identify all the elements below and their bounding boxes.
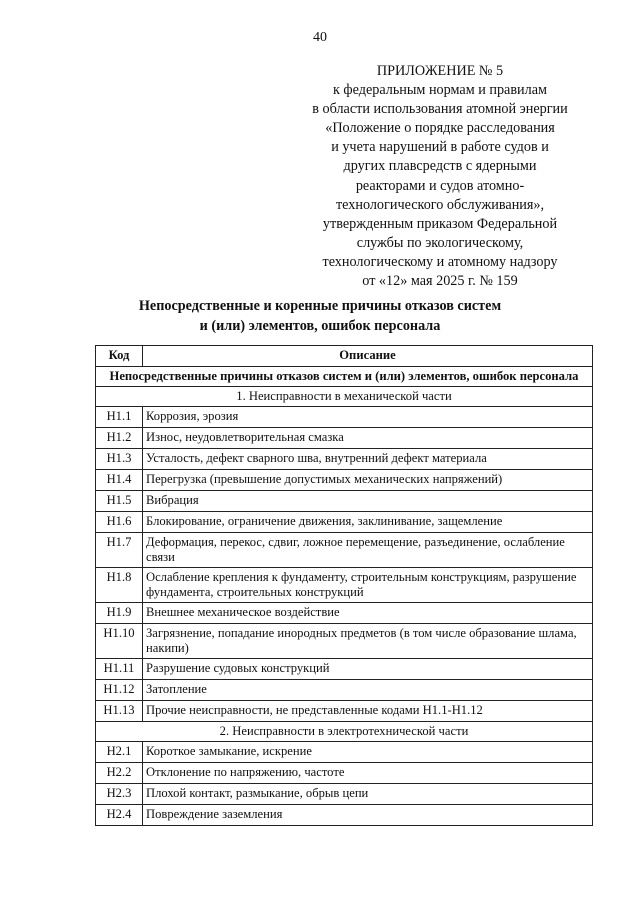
table-row [96, 428, 593, 449]
appendix-header [290, 62, 590, 291]
table-row [96, 805, 593, 826]
table-row [96, 784, 593, 805]
row-description: Отклонение по напряжению, частоте [143, 763, 593, 784]
row-code: Н1.8 [96, 568, 143, 603]
appendix-line: «Положение о порядке расследования [325, 120, 555, 137]
column-header-description: Описание [143, 346, 593, 367]
row-code: Н2.3 [96, 784, 143, 805]
appendix-line: ПРИЛОЖЕНИЕ № 5 [376, 63, 504, 79]
appendix-line: технологическому и атомному надзору [322, 253, 558, 270]
page-number: 40 [313, 30, 327, 45]
table-row [96, 659, 593, 680]
group-header-row [96, 387, 593, 407]
row-description: Загрязнение, попадание инородных предметов (в том числе образование шлама, накипи) [143, 624, 593, 659]
row-code: Н1.4 [96, 470, 143, 491]
row-code: Н1.5 [96, 491, 143, 512]
row-description: Короткое замыкание, искрение [143, 742, 593, 763]
table-row [96, 512, 593, 533]
appendix-line: утвержденным приказом Федеральной [322, 215, 558, 232]
row-description: Вибрация [143, 491, 593, 512]
appendix-line: реакторами и судов атомно- [355, 177, 525, 194]
row-description: Прочие неисправности, не представленные кодами Н1.1-Н1.12 [143, 701, 593, 722]
table-header-row [96, 346, 593, 367]
row-description: Разрушение судовых конструкций [143, 659, 593, 680]
appendix-line: и учета нарушений в работе судов и [331, 139, 549, 156]
group-header-mechanical: 1. Неисправности в механической части [96, 387, 593, 407]
table-row [96, 603, 593, 624]
section-header: Непосредственные причины отказов систем и (или) элементов, ошибок персонала [96, 367, 593, 387]
row-code: Н2.4 [96, 805, 143, 826]
table-row [96, 449, 593, 470]
appendix-line: от «12» мая 2025 г. № 159 [362, 273, 518, 290]
row-code: Н1.2 [96, 428, 143, 449]
table-row [96, 763, 593, 784]
row-description: Повреждение заземления [143, 805, 593, 826]
table-row [96, 491, 593, 512]
row-description: Ослабление крепления к фундаменту, строительным конструкциям, разрушение фундамента, строительных конструкций [143, 568, 593, 603]
row-description: Деформация, перекос, сдвиг, ложное перемещение, разъединение, ослабление связи [143, 533, 593, 568]
table-row [96, 680, 593, 701]
title-line-1: Непосредственные и коренные причины отказов систем [138, 298, 502, 314]
table-row [96, 533, 593, 568]
appendix-line: к федеральным нормам и правилам [332, 82, 547, 99]
row-code: Н1.12 [96, 680, 143, 701]
row-description: Износ, неудовлетворительная смазка [143, 428, 593, 449]
row-code: Н1.10 [96, 624, 143, 659]
row-code: Н1.7 [96, 533, 143, 568]
title-line-2: и (или) элементов, ошибок персонала [199, 318, 441, 334]
table-row [96, 701, 593, 722]
table-row [96, 568, 593, 603]
causes-table [95, 345, 593, 826]
row-code: Н1.1 [96, 407, 143, 428]
row-description: Внешнее механическое воздействие [143, 603, 593, 624]
row-description: Блокирование, ограничение движения, заклинивание, защемление [143, 512, 593, 533]
row-description: Затопление [143, 680, 593, 701]
row-description: Плохой контакт, размыкание, обрыв цепи [143, 784, 593, 805]
appendix-line: других плавсредств с ядерными [343, 158, 537, 175]
row-code: Н1.13 [96, 701, 143, 722]
table-row [96, 470, 593, 491]
row-code: Н2.1 [96, 742, 143, 763]
row-code: Н1.6 [96, 512, 143, 533]
group-header-electrical: 2. Неисправности в электротехнической части [96, 722, 593, 742]
appendix-line: службы по экологическому, [356, 234, 524, 251]
group-header-row [96, 722, 593, 742]
row-code: Н2.2 [96, 763, 143, 784]
document-title [0, 296, 640, 336]
table-row [96, 742, 593, 763]
appendix-line: в области использования атомной энергии [312, 101, 568, 118]
row-code: Н1.3 [96, 449, 143, 470]
section-header-row [96, 367, 593, 387]
row-code: Н1.9 [96, 603, 143, 624]
table-row [96, 407, 593, 428]
row-description: Коррозия, эрозия [143, 407, 593, 428]
row-code: Н1.11 [96, 659, 143, 680]
appendix-line: технологического обслуживания», [335, 196, 545, 213]
column-header-code: Код [96, 346, 143, 367]
row-description: Перегрузка (превышение допустимых механических напряжений) [143, 470, 593, 491]
row-description: Усталость, дефект сварного шва, внутренний дефект материала [143, 449, 593, 470]
table-row [96, 624, 593, 659]
